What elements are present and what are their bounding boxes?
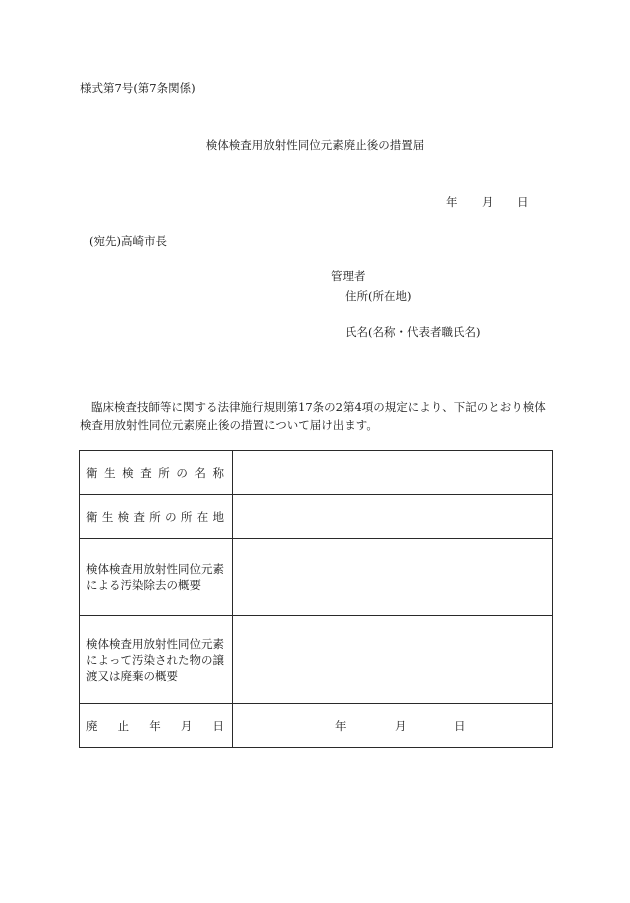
- body-text: [80, 398, 555, 434]
- abolition-date-field[interactable]: [233, 704, 553, 748]
- label-abolition-date: 廃 止 年 月 日: [80, 704, 233, 748]
- applicant-name-label: 氏名(名称・代表者職氏名): [345, 325, 481, 339]
- label-facility-name: 衛 生 検 査 所 の 名 称: [80, 451, 233, 495]
- abolition-month: 月: [395, 718, 407, 733]
- date-month: 月: [482, 195, 494, 209]
- notification-table: [79, 450, 553, 748]
- facility-name-field[interactable]: [233, 451, 553, 495]
- applicant-address-label: 住所(所在地): [345, 289, 412, 303]
- abolition-day: 日: [454, 718, 466, 733]
- date-year: 年: [446, 195, 458, 209]
- abolition-year: 年: [335, 718, 347, 733]
- table-row: [80, 451, 553, 495]
- decontamination-field[interactable]: [233, 539, 553, 616]
- table-row: [80, 539, 553, 616]
- document-title: 検体検査用放射性同位元素廃止後の措置届: [205, 138, 425, 152]
- table-row: [80, 704, 553, 748]
- label-facility-address: 衛 生 検 査 所 の 所 在 地: [80, 495, 233, 539]
- table-row: [80, 495, 553, 539]
- table-row: [80, 616, 553, 704]
- facility-address-field[interactable]: [233, 495, 553, 539]
- applicant-role: 管理者: [331, 269, 366, 283]
- body-line-1: 臨床検査技師等に関する法律施行規則第17条の2第4項の規定により、下記のとおり検体: [91, 400, 546, 414]
- form-number: 様式第7号(第7条関係): [80, 81, 196, 95]
- label-decontamination: 検体検査用放射性同位元素 による汚染除去の概要: [80, 539, 233, 616]
- disposal-field[interactable]: [233, 616, 553, 704]
- date-day: 日: [517, 195, 529, 209]
- body-line-2: 検査用放射性同位元素廃止後の措置について届け出ます。: [80, 418, 378, 432]
- addressee: (宛先)高崎市長: [89, 234, 167, 248]
- label-disposal: 検体検査用放射性同位元素 によって汚染された物の譲 渡又は廃棄の概要: [80, 616, 233, 704]
